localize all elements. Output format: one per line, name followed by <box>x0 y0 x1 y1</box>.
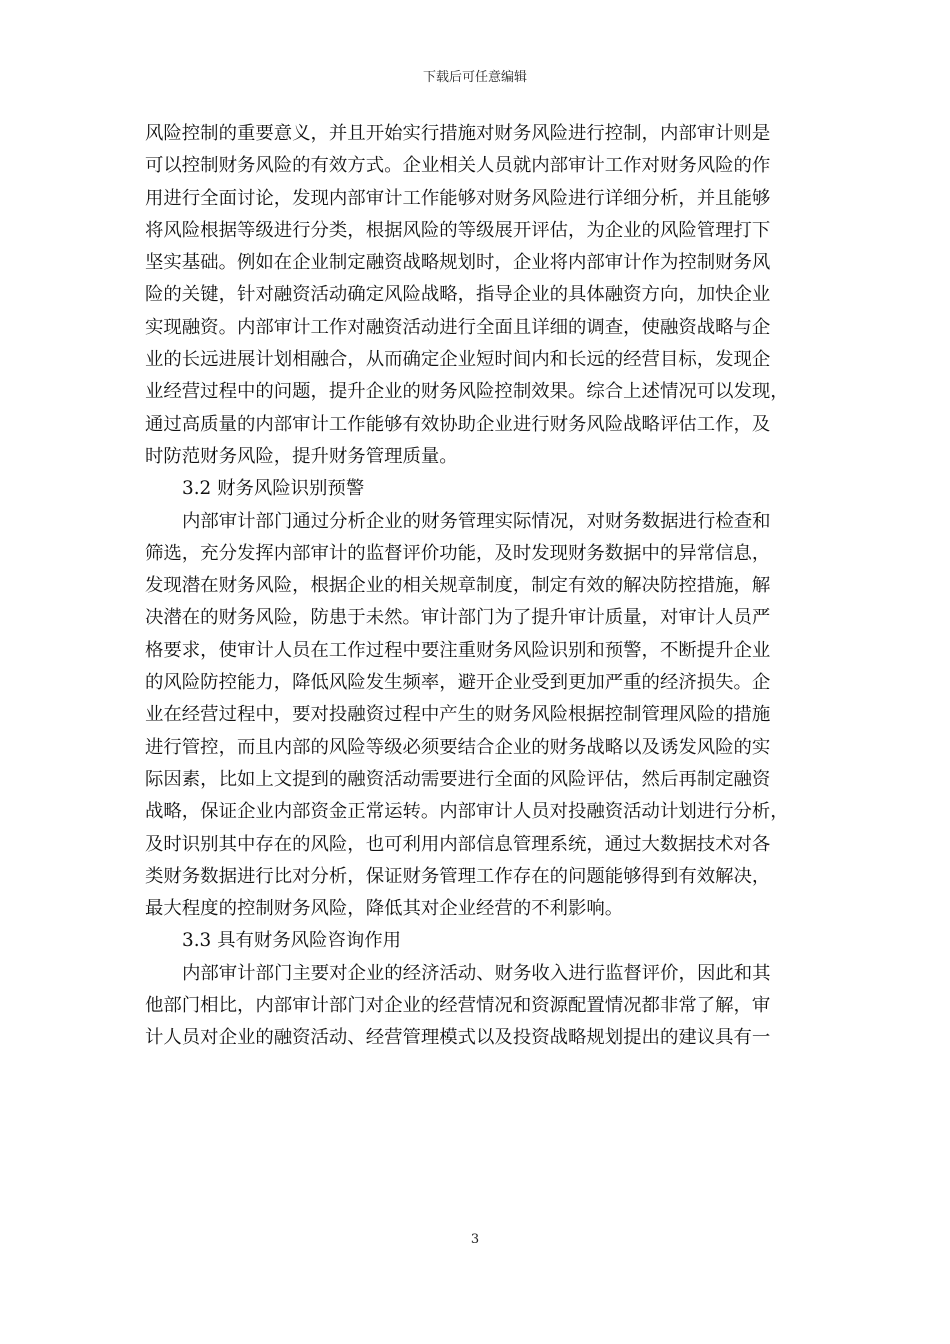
text-line: 计人员对企业的融资活动、经营管理模式以及投资战略规划提出的建议具有一 <box>145 1027 771 1049</box>
text-line: 内部审计部门主要对企业的经济活动、财务收入进行监督评价，因此和其 <box>182 962 771 984</box>
text-line: 险的关键，针对融资活动确定风险战略，指导企业的具体融资方向，加快企业 <box>145 284 771 306</box>
text-line: 发现潜在财务风险，根据企业的相关规章制度，制定有效的解决防控措施，解 <box>145 575 771 597</box>
text-line: 时防范财务风险，提升财务管理质量。 <box>145 445 458 467</box>
section-heading-3-3: 3.3 具有财务风险咨询作用 <box>182 930 401 952</box>
text-line: 战略，保证企业内部资金正常运转。内部审计人员对投融资活动计划进行分析， <box>145 801 789 823</box>
text-line: 及时识别其中存在的风险，也可利用内部信息管理系统，通过大数据技术对各 <box>145 833 771 855</box>
text-line: 他部门相比，内部审计部门对企业的经营情况和资源配置情况都非常了解，审 <box>145 995 771 1017</box>
text-line: 实现融资。内部审计工作对融资活动进行全面且详细的调查，使融资战略与企 <box>145 316 771 338</box>
text-line: 可以控制财务风险的有效方式。企业相关人员就内部审计工作对财务风险的作 <box>145 155 771 177</box>
text-line: 筛选，充分发挥内部审计的监督评价功能，及时发现财务数据中的异常信息， <box>145 542 771 564</box>
paragraph-1 <box>145 118 805 473</box>
section-heading-3-2: 3.2 财务风险识别预警 <box>182 478 365 500</box>
text-line: 风险控制的重要意义，并且开始实行措施对财务风险进行控制，内部审计则是 <box>145 123 771 144</box>
page-header: 下载后可任意编辑 <box>422 70 527 85</box>
text-line: 通过高质量的内部审计工作能够有效协助企业进行财务风险战略评估工作，及 <box>145 413 771 435</box>
page-number: 3 <box>470 1232 480 1247</box>
text-line: 最大程度的控制财务风险，降低其对企业经营的不利影响。 <box>145 898 624 920</box>
document-body <box>145 118 805 1055</box>
text-line: 业在经营过程中，要对投融资过程中产生的财务风险根据控制管理风险的措施 <box>145 704 771 726</box>
text-line: 将风险根据等级进行分类，根据风险的等级展开评估，为企业的风险管理打下 <box>145 219 771 241</box>
text-line: 类财务数据进行比对分析，保证财务管理工作存在的问题能够得到有效解决， <box>145 865 771 887</box>
text-line: 业经营过程中的问题，提升企业的财务风险控制效果。综合上述情况可以发现， <box>145 381 789 403</box>
text-line: 进行管控，而且内部的风险等级必须要结合企业的财务战略以及诱发风险的实 <box>145 736 771 758</box>
paragraph-2 <box>145 506 805 926</box>
text-line: 际因素，比如上文提到的融资活动需要进行全面的风险评估，然后再制定融资 <box>145 768 771 790</box>
text-line: 用进行全面讨论，发现内部审计工作能够对财务风险进行详细分析，并且能够 <box>145 187 771 209</box>
text-line: 内部审计部门通过分析企业的财务管理实际情况，对财务数据进行检查和 <box>182 510 771 532</box>
text-line: 格要求，使审计人员在工作过程中要注重财务风险识别和预警，不断提升企业 <box>145 639 771 661</box>
paragraph-3 <box>145 958 805 1055</box>
text-line: 业的长远进展计划相融合，从而确定企业短时间内和长远的经营目标，发现企 <box>145 349 771 371</box>
text-line: 的风险防控能力，降低风险发生频率，避开企业受到更加严重的经济损失。企 <box>145 672 771 694</box>
text-line: 坚实基础。例如在企业制定融资战略规划时，企业将内部审计作为控制财务风 <box>145 252 771 274</box>
text-line: 决潜在的财务风险，防患于未然。审计部门为了提升审计质量，对审计人员严 <box>145 607 771 629</box>
